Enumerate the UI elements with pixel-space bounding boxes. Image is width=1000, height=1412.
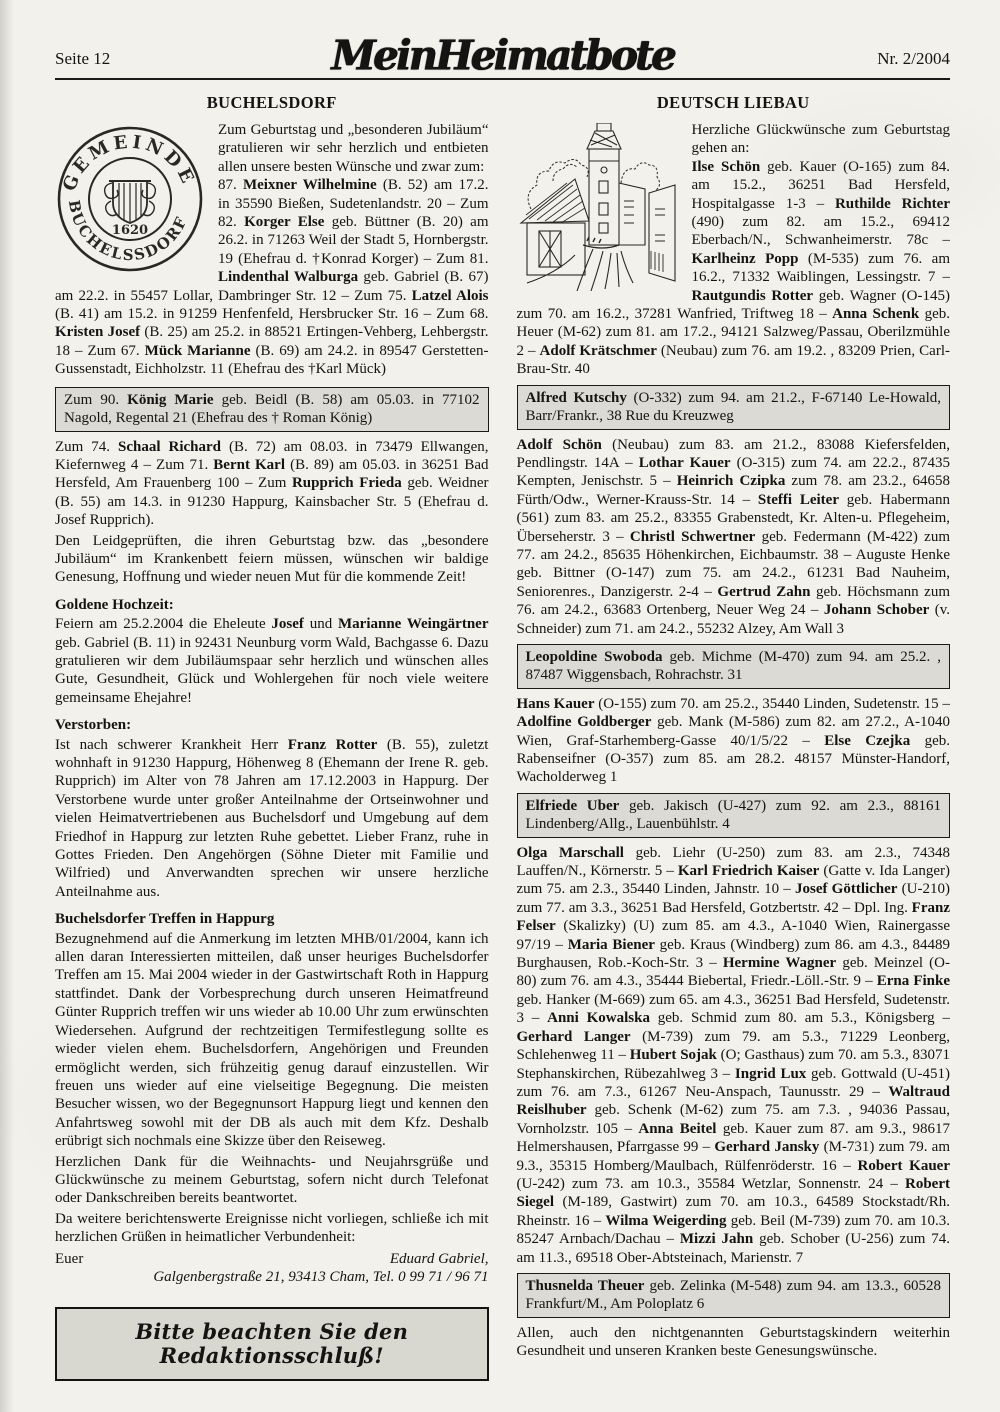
paragraph-leidgeprueften: Den Leidgeprüften, die ihren Geburtstag bzw. das „besondere Jubiläum“ im Krankenbett feiern müssen, wünschen wir baldige Genesung, Hoffnung und wieder neuen Mut für die kommende Zeit! [55,532,489,586]
highlight-box-koenig [55,387,489,432]
signoff-name: Eduard Gabriel, [389,1250,489,1267]
column-deutsch-liebau [517,93,951,1385]
signoff-address: Galgenbergstraße 21, 93413 Cham, Tel. 0 99 71 / 96 71 [153,1268,489,1285]
paragraph-goldene-hochzeit: Feiern am 25.2.2004 die Eheleute Josef und Marianne Weingärtner geb. Gabriel (B. 11) in 92431 Neunburg vorm Wald, Bachgasse 6. Dazu gratulieren wir dem Jubiläumspaar sehr herzlich und wünschen alles Gute, Gesundheit, Glück und Wohlergehen für noch viele weitere gemeinsame Ehejahre! [55,616,489,706]
liebau-intro-paragraph [517,121,951,379]
highlight-box-theuer-text: Thusnelda Theuer geb. Zelinka (M-548) zum 94. am 13.3., 60528 Frankfurt/M., Am Poloplatz 6 [525,1277,941,1313]
redaktionsschluss-notice-box [55,1307,489,1381]
highlight-box-swoboda [517,644,951,689]
paragraph-schluss: Da weitere berichtenswerte Ereignisse nicht vorliegen, schließe ich mit herzlichen Grüßen in heimatlicher Verbundenheit: [55,1210,489,1246]
paragraph-olga-marschall: Olga Marschall geb. Liehr (U-250) zum 83. am 2.3., 74348 Lauffen/N., Körnerstr. 5 – Karl Friedrich Kaiser (Gatte v. Ida Langer) zum 75. am 2.3., 35440 Linden, Jahnstr. 10 – Josef Göttlicher (U-210) zum 77. am 3.3., 36251 Bad Hersfeld, Gotzbertstr. 42 – Dpl. Ing. Franz Felser (Skalizky) (U) zum 85. am 4.3., A-1040 Wien, Rainergasse 97/19 – Maria Biener geb. Kraus (Windberg) zum 86. am 4.3., 84489 Burghausen, Rob.-Koch-Str. 3 – Hermine Wagner geb. Meinzel (O-80) zum 76. am 4.3., 35444 Biebertal, Friedr.-Löll.-Str. 9 – Erna Finke geb. Hanker (M-669) zum 65. am 4.3., 36251 Bad Hersfeld, Sudetenstr. 3 – Anni Kowalska geb. Schmid zum 80. am 5.3., Königsberg – Gerhard Langer (M-739) zum 79. am 5.3., 71229 Leonberg, Schlehenweg 11 – Hubert Sojak (O; Gasthaus) zum 70. am 5.3., 83071 Stephanskirchen, Rübezahlweg 3 – Ingrid Lux geb. Gottwald (U-451) zum 76. am 7.3., 61267 Neu-Anspach, Taunusstr. 29 – Waltraud Reislhuber geb. Schenk (M-62) zum 75. am 7.3. , 94036 Passau, Vornholzstr. 105 – Anna Beitel geb. Kauer zum 87. am 9.3., 98617 Helmershausen, Pfarrgasse 99 – Gerhard Jansky (M-731) zum 79. am 9.3., 35315 Homberg/Maulbach, Rülfenröderstr. 16 – Robert Kauer (U-242) zum 73. am 10.3., 35584 Wetzlar, Sonnenstr. 24 – Robert Siegel (M-189, Gastwirt) zum 70. am 10.3., 64589 Stockstadt/Rh. Rheinstr. 16 – Wilma Weigerding geb. Beil (M-739) zum 70. am 10.3. 85247 Arnbach/Dachau – Mizzi Jahn geb. Schober (U-256) zum 74. am 11.3., 69518 Ober-Abtsteinach, Marienstr. 7 [516,844,950,1266]
paragraph-dank: Herzlichen Dank für die Weihnachts- und Neujahrsgrüße und Glückwünsche zu meinem Geburtstag, sofern nicht durch Telefonat oder Dankschreiben bereits beantwortet. [55,1153,489,1207]
highlight-box-kutschy-text: Alfred Kutschy (O-332) zum 94. am 21.2., F-67140 Le-Howald, Barr/Frankr., 38 Rue du Kreuzweg [525,389,941,425]
seal-ring-bottom-text: BUCHELSSDORF [64,198,192,265]
highlight-box-kutschy [517,385,951,430]
page-header [55,22,950,80]
svg-text:GEMEINDE [59,131,200,194]
paragraph-schaal: Zum 74. Schaal Richard (B. 72) am 08.03. in 73479 Ellwangen, Kiefernweg 4 – Zum 71. Bernt Karl (B. 89) am 05.03. in 36251 Bad Hersfeld, Am Frauenberg 100 – Zum Rupprich Frieda geb. Weidner (B. 55) am 14.3. in 91230 Happurg, Kainsbacher Str. 5 (Ehefrau d. Josef Rupprich). [55,438,489,529]
subheading-goldene-hochzeit: Goldene Hochzeit: [55,596,174,613]
redaktionsschluss-notice-text: Bitte beachten Sie den Redaktionsschluß! [135,1319,409,1368]
liebau-intro-text: Herzliche Glückwünsche zum Geburtstag gehen an: Ilse Schön geb. Kauer (O-165) zum 84. am 15.2., 36251 Bad Hersfeld, Hospitalgasse 1-3 – Ruthilde Richter (490) zum 82. am 15.2., 69412 Eberbach/N., Schwanheimerstr. 78c – Karlheinz Popp (M-535) zum 76. am 16.2., 71332 Waiblingen, Lessingstr. 7 – Rautgundis Rotter geb. Wagner (O-145) zum 70. am 16.2., 37281 Wanfried, Triftweg 18 – Anna Schenk geb. Heuer (M-62) zum 81. am 17.2., 94121 Salzweg/Passau, Oberilzmühle 2 – Adolf Krätschmer (Neubau) zum 76. am 19.2. , 83209 Prien, Carl-Brau-Str. 40 [516,122,950,378]
column-buchelsdorf [55,93,489,1385]
seal-ring-top-text: GEMEINDE [58,131,200,195]
subheading-treffen: Buchelsdorfer Treffen in Happurg [55,911,275,928]
highlight-box-uber-text: Elfriede Uber geb. Jakisch (U-427) zum 92. am 2.3., 88161 Lindenberg/Allg., Lauenbühlstr. 4 [525,797,941,833]
masthead-title: MeinHeimatbote [331,31,674,80]
paragraph-allen: Allen, auch den nichtgenannten Geburtstagskindern weiterhin Gesundheit und unseren Kranken beste Genesungswünsche. [516,1324,950,1360]
highlight-box-theuer [517,1273,951,1318]
village-church-illustration [517,123,680,291]
highlight-box-swoboda-text: Leopoldine Swoboda geb. Michme (M-470) zum 94. am 25.2. , 87487 Wiggensbach, Rohrachstr. 31 [525,648,941,684]
issue-number: Nr. 2/2004 [877,48,950,68]
paragraph-adolf-schoen: Adolf Schön (Neubau) zum 83. am 21.2., 83088 Kiefersfelden, Pendlingstr. 14A – Lothar Kauer (O-315) zum 74. am 22.2., 87435 Kempten, Jenischstr. 5 – Heinrich Czipka zum 78. am 23.2., 64658 Fürth/Odw., Werner-Krauss-Str. 14 – Steffi Leiter geb. Habermann (561) zum 83. am 25.2., 83355 Grabenstedt, Kr. Alten-u. Pflegeheim, Überseherstr. 3 – Christl Schwertner geb. Federmann (M-422) zum 77. am 24.2., 85635 Höhenkirchen, Eichbaumstr. 38 – Auguste Henke geb. Bittner (O-147) zum 75. am 24.2., 61231 Bad Nauheim, Seniorenres., Danzigerstr. 2-4 – Gertrud Zahn geb. Höchsmann zum 76. am 24.2., 63683 Ortenberg, Neuer Weg 24 – Johann Schober (v. Schneider) zum 71. am 24.2., 55232 Alzey, Am Wall 3 [516,436,950,637]
seal-year-text: 1620 [111,223,149,238]
paragraph-treffen: Bezugnehmend auf die Anmerkung im letzten MHB/01/2004, kann ich allen daran Interessierten mitteilen, daß unser heuriges Buchelsdorfer Treffen am 15. Mai 2004 wieder in der Gastwirtschaft Roth in Happurg stattfindet. Dank der Vorbesprechung durch unseren Heimatfreund Günter Rupprich treffen wir uns wieder ab 10.00 Uhr zum erwünschten Wiedersehen. Aufgrund der rechtzeitigen Termifestlegung sollte es wieder vielen ehem. Buchelsdorfern, Angehörigen und Freunden ermöglicht werden, sich frühzeitig genug darauf einzustellen. Wir freuen uns wieder auf eine vielseitige Begegnung. Die meisten Besucher wissen, wo der Begegnunsort Happurg liegt und kennen den Anfahrtsweg sowohl mit der DB als auch mit dem Kfz. Deshalb erübrigt sich nochmals eine Skizze über den Reiseweg. [55,930,489,1150]
two-column-layout [55,80,950,1385]
buchelsdorf-intro-text: Zum Geburtstag und „besonderen Jubiläum“ gratulieren wir sehr herzlich und entbieten allen unsere besten Wünsche und zwar zum: 87. Meixner Wilhelmine (B. 52) am 17.2. in 35590 Bießen, Sudetenlandstr. 20 – Zum 82. Korger Else geb. Büttner (B. 20) am 26.2. in 71263 Weil der Stadt 5, Hornbergstr. 19 (Ehefrau d. †Konrad Korger) – Zum 81. Lindenthal Walburga geb. Gabriel (B. 67) am 22.2. in 55457 Lollar, Dambringer Str. 12 – Zum 75. Latzel Alois (B. 41) am 15.2. in 91259 Henfenfeld, Hersbrucker Str. 16 – Zum 68. Kristen Josef (B. 25) am 25.2. in 88521 Ertingen-Vehberg, Lehbergstr. 18 – Zum 67. Mück Marianne (B. 69) am 24.2. in 89547 Gerstetten-Gussenstadt, Eichholzstr. 11 (Ehefrau des †Karl Mück) [55,122,489,378]
highlight-box-uber [517,793,951,838]
gemeinde-buchelsdorf-seal-image [55,123,205,275]
signoff-euer: Euer [55,1250,84,1267]
buchelsdorf-intro-paragraph [55,121,489,379]
subheading-verstorben: Verstorben: [55,717,132,734]
signoff-row [55,1250,489,1268]
highlight-box-koenig-text: Zum 90. König Marie geb. Beidl (B. 58) am 05.03. in 77102 Nagold, Regental 21 (Ehefrau des † Roman König) [64,391,480,427]
paragraph-verstorben: Ist nach schwerer Krankheit Herr Franz Rotter (B. 55), zuletzt wohnhaft in 91230 Happurg, Höhenweg 8 (Ehemann der Irene R. geb. Rupprich) im Alter von 78 Jahren am 17.12.2003 in Happurg. Der Verstorbene wurde unter großer Anteilnahme der Ortseinwohner und vielen Heimatvertriebenen aus Buchelsdorf und Umgebung auf dem Friedhof in Happurg zur letzten Ruhe gebettet. Lieber Franz, ruhe in Gottes Frieden. Den Angehörgen (Söhne Dieter mit Familie und Wilfried) und Anverwandten sprechen wir unsere herzliche Anteilnahme aus. [55,736,489,900]
section-heading-deutsch-liebau: DEUTSCH LIEBAU [656,93,810,112]
section-heading-buchelsdorf: BUCHELSDORF [206,93,337,112]
paragraph-hans-kauer: Hans Kauer (O-155) zum 70. am 25.2., 35440 Linden, Sudetenstr. 15 – Adolfine Goldberger geb. Mank (M-586) zum 82. am 27.2., A-1040 Wien, Graf-Starhemberg-Gasse 40/1/5/22 – Else Czejka geb. Rabenseifner (O-357) zum 85. am 28.2. 48157 Münster-Handorf, Wacholderweg 1 [516,695,950,786]
page-number: Seite 12 [55,48,111,68]
